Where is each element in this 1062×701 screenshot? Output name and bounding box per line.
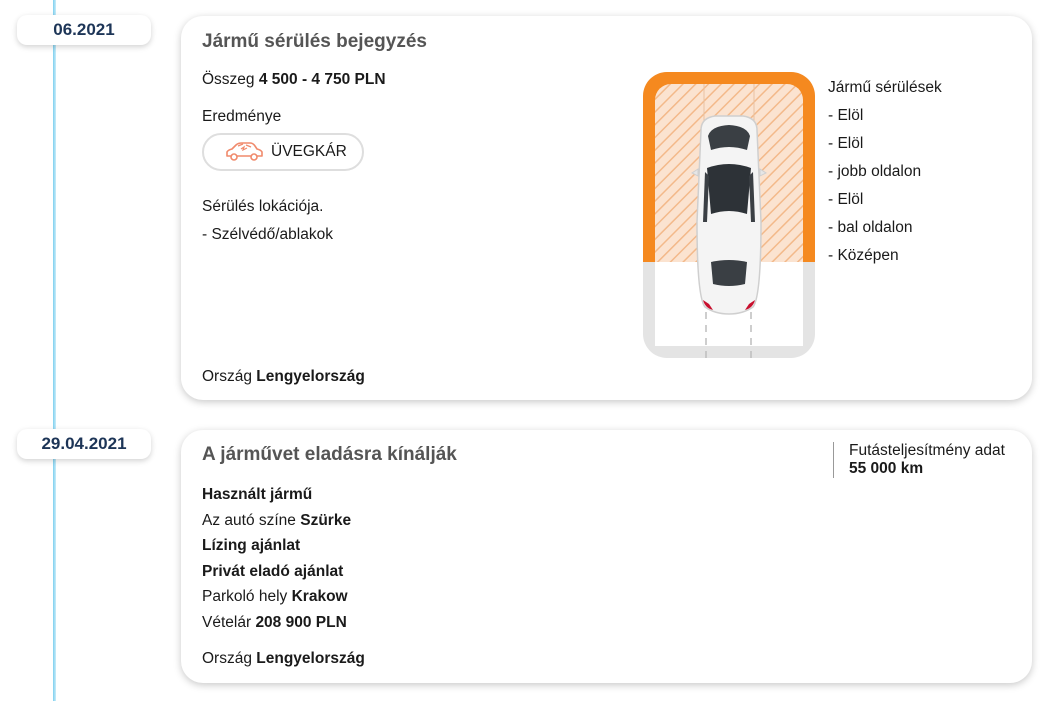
used-vehicle-line: Használt jármű: [202, 486, 313, 503]
damage-item: - bal oldalon: [828, 219, 913, 236]
mileage-label: Futásteljesítmény adat: [849, 442, 1005, 459]
location-label: Sérülés lokációja.: [202, 198, 324, 215]
damage-record-card: [181, 16, 1032, 400]
car-color-label: Az autó színe: [202, 512, 296, 529]
car-top-view: [692, 116, 766, 314]
sale-offer-card: [181, 430, 1032, 683]
location-item: - Szélvédő/ablakok: [202, 226, 333, 243]
damage-item: - Középen: [828, 247, 899, 264]
country-line: [202, 368, 365, 386]
mileage-block: [833, 442, 1005, 478]
country-label: Ország: [202, 650, 252, 667]
damage-item: - jobb oldalon: [828, 163, 922, 180]
damage-list-title: Jármű sérülések: [828, 79, 942, 96]
result-badge: [202, 133, 364, 171]
card-title: Jármű sérülés bejegyzés: [202, 31, 427, 52]
result-label: Eredménye: [202, 108, 282, 125]
car-glass-icon: [224, 141, 264, 163]
amount-label: Összeg: [202, 71, 255, 88]
timeline-date: 29.04.2021: [41, 434, 127, 453]
amount-value: 4 500 - 4 750 PLN: [258, 71, 386, 88]
country-label: Ország: [202, 368, 252, 385]
parking-line: [202, 588, 348, 606]
damage-list: [828, 74, 942, 270]
car-color-line: [202, 512, 351, 530]
damage-item: - Elöl: [828, 135, 864, 152]
parking-value: Krakow: [291, 588, 348, 605]
car-damage-diagram: [643, 72, 815, 358]
mileage-value: 55 000 km: [849, 460, 924, 477]
amount-line: [202, 71, 386, 89]
country-value: Lengyelország: [256, 368, 365, 385]
price-value: 208 900 PLN: [255, 614, 347, 631]
car-color-value: Szürke: [300, 512, 352, 529]
private-seller-line: Privát eladó ajánlat: [202, 563, 344, 580]
damage-item: - Elöl: [828, 191, 864, 208]
country-line: [202, 650, 365, 668]
result-badge-label: ÜVEGKÁR: [271, 143, 347, 160]
leasing-line: Lízing ajánlat: [202, 537, 301, 554]
parking-label: Parkoló hely: [202, 588, 288, 605]
damage-item: - Elöl: [828, 107, 864, 124]
timeline-date: 06.2021: [53, 20, 115, 39]
price-label: Vételár: [202, 614, 252, 631]
card-title: A járművet eladásra kínálják: [202, 444, 457, 465]
country-value: Lengyelország: [256, 650, 365, 667]
timeline-line: [53, 0, 56, 701]
price-line: [202, 614, 347, 632]
timeline-date-badge: [17, 15, 151, 45]
timeline-date-badge: [17, 429, 151, 459]
